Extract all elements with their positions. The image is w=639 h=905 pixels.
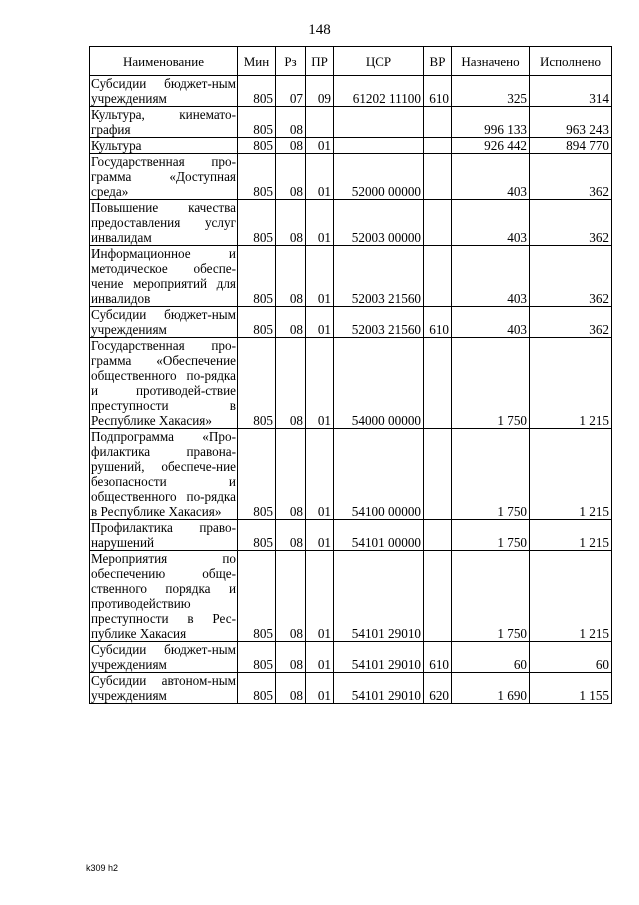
cell-rz: 08 [276, 200, 306, 246]
cell-csr: 54101 29010 [334, 551, 424, 642]
cell-executed: 1 155 [530, 673, 612, 704]
cell-assigned: 1 690 [452, 673, 530, 704]
cell-pr [306, 107, 334, 138]
budget-table [89, 46, 612, 704]
cell-vr [424, 429, 452, 520]
table-row [90, 520, 612, 551]
cell-rz: 08 [276, 520, 306, 551]
header-vr: ВР [424, 47, 452, 76]
cell-csr: 54101 29010 [334, 642, 424, 673]
cell-csr [334, 138, 424, 154]
cell-vr: 610 [424, 642, 452, 673]
cell-vr: 610 [424, 307, 452, 338]
page-number: 148 [308, 22, 331, 38]
cell-csr: 52003 21560 [334, 307, 424, 338]
cell-csr: 54000 00000 [334, 338, 424, 429]
cell-name: Информационное и методическое обеспе-чение мероприятий для инвалидов [91, 246, 236, 306]
cell-pr: 01 [306, 200, 334, 246]
cell-name: Мероприятия по обеспечению обще-ственного порядка и противодействию преступности в Рес-публике Хакасия [91, 551, 236, 641]
table-row [90, 338, 612, 429]
cell-rz: 08 [276, 307, 306, 338]
header-name: Наименование [90, 47, 238, 76]
cell-assigned: 403 [452, 154, 530, 200]
cell-pr: 01 [306, 338, 334, 429]
cell-assigned: 325 [452, 76, 530, 107]
cell-assigned: 1 750 [452, 551, 530, 642]
cell-csr: 61202 11100 [334, 76, 424, 107]
table-row [90, 246, 612, 307]
cell-rz: 08 [276, 642, 306, 673]
footer-code: k309 h2 [86, 863, 119, 873]
cell-name: Государственная про-грамма «Обеспечение общественного по-рядка и противодей-ствие преступности в Республике Хакасия» [91, 338, 236, 428]
cell-min: 805 [238, 551, 276, 642]
cell-rz: 08 [276, 107, 306, 138]
cell-vr [424, 551, 452, 642]
cell-min: 805 [238, 642, 276, 673]
cell-pr: 01 [306, 154, 334, 200]
cell-rz: 08 [276, 338, 306, 429]
cell-csr: 54100 00000 [334, 429, 424, 520]
cell-name: Повышение качества предоставления услуг инвалидам [91, 200, 236, 245]
cell-assigned: 1 750 [452, 338, 530, 429]
cell-assigned: 403 [452, 307, 530, 338]
header-assigned: Назначено [452, 47, 530, 76]
table-row [90, 551, 612, 642]
cell-assigned: 403 [452, 200, 530, 246]
cell-vr [424, 338, 452, 429]
table-header-row [90, 47, 612, 76]
cell-vr [424, 154, 452, 200]
cell-executed: 362 [530, 200, 612, 246]
cell-assigned: 926 442 [452, 138, 530, 154]
cell-csr: 52000 00000 [334, 154, 424, 200]
table-row [90, 307, 612, 338]
cell-vr [424, 107, 452, 138]
cell-executed: 60 [530, 642, 612, 673]
cell-pr: 09 [306, 76, 334, 107]
cell-executed: 362 [530, 307, 612, 338]
cell-pr: 01 [306, 551, 334, 642]
cell-assigned: 996 133 [452, 107, 530, 138]
cell-rz: 08 [276, 154, 306, 200]
cell-executed: 1 215 [530, 338, 612, 429]
cell-min: 805 [238, 520, 276, 551]
cell-min: 805 [238, 138, 276, 154]
cell-rz: 07 [276, 76, 306, 107]
cell-csr: 52003 00000 [334, 200, 424, 246]
cell-name: Субсидии автоном-ным учреждениям [91, 673, 236, 703]
cell-rz: 08 [276, 138, 306, 154]
cell-pr: 01 [306, 429, 334, 520]
cell-pr: 01 [306, 673, 334, 704]
cell-min: 805 [238, 154, 276, 200]
cell-vr [424, 520, 452, 551]
header-pr: ПР [306, 47, 334, 76]
cell-csr [334, 107, 424, 138]
table-row [90, 154, 612, 200]
table-row [90, 107, 612, 138]
cell-assigned: 1 750 [452, 429, 530, 520]
cell-min: 805 [238, 673, 276, 704]
cell-assigned: 403 [452, 246, 530, 307]
cell-min: 805 [238, 429, 276, 520]
cell-executed: 963 243 [530, 107, 612, 138]
cell-min: 805 [238, 107, 276, 138]
cell-name: Субсидии бюджет-ным учреждениям [91, 307, 236, 337]
table-row [90, 429, 612, 520]
cell-min: 805 [238, 200, 276, 246]
table-row [90, 200, 612, 246]
cell-min: 805 [238, 338, 276, 429]
cell-name: Подпрограмма «Про-филактика правона-рушений, обеспече-ние безопасности и общественного по-рядка в Республике Хакасия» [91, 429, 236, 519]
cell-executed: 362 [530, 154, 612, 200]
cell-csr: 52003 21560 [334, 246, 424, 307]
cell-assigned: 60 [452, 642, 530, 673]
cell-pr: 01 [306, 307, 334, 338]
cell-rz: 08 [276, 551, 306, 642]
table-body [90, 76, 612, 704]
cell-pr: 01 [306, 138, 334, 154]
cell-name: Культура [90, 138, 238, 154]
cell-executed: 314 [530, 76, 612, 107]
cell-vr [424, 246, 452, 307]
cell-vr [424, 200, 452, 246]
header-min: Мин [238, 47, 276, 76]
cell-vr [424, 138, 452, 154]
table-row [90, 138, 612, 154]
table-row [90, 642, 612, 673]
cell-name: Культура, кинемато-графия [91, 107, 236, 137]
cell-executed: 1 215 [530, 429, 612, 520]
cell-csr: 54101 00000 [334, 520, 424, 551]
cell-name: Государственная про-грамма «Доступная среда» [91, 154, 236, 199]
cell-csr: 54101 29010 [334, 673, 424, 704]
cell-pr: 01 [306, 642, 334, 673]
cell-rz: 08 [276, 429, 306, 520]
cell-executed: 1 215 [530, 520, 612, 551]
cell-executed: 894 770 [530, 138, 612, 154]
cell-executed: 362 [530, 246, 612, 307]
cell-min: 805 [238, 76, 276, 107]
cell-name: Субсидии бюджет-ным учреждениям [91, 642, 236, 672]
header-rz: Рз [276, 47, 306, 76]
cell-vr: 610 [424, 76, 452, 107]
cell-pr: 01 [306, 520, 334, 551]
cell-min: 805 [238, 246, 276, 307]
cell-name: Профилактика право-нарушений [91, 520, 236, 550]
header-csr: ЦСР [334, 47, 424, 76]
cell-assigned: 1 750 [452, 520, 530, 551]
cell-rz: 08 [276, 246, 306, 307]
cell-vr: 620 [424, 673, 452, 704]
cell-rz: 08 [276, 673, 306, 704]
table-row [90, 76, 612, 107]
cell-min: 805 [238, 307, 276, 338]
cell-pr: 01 [306, 246, 334, 307]
cell-executed: 1 215 [530, 551, 612, 642]
header-executed: Исполнено [530, 47, 612, 76]
cell-name: Субсидии бюджет-ным учреждениям [91, 76, 236, 106]
table-row [90, 673, 612, 704]
